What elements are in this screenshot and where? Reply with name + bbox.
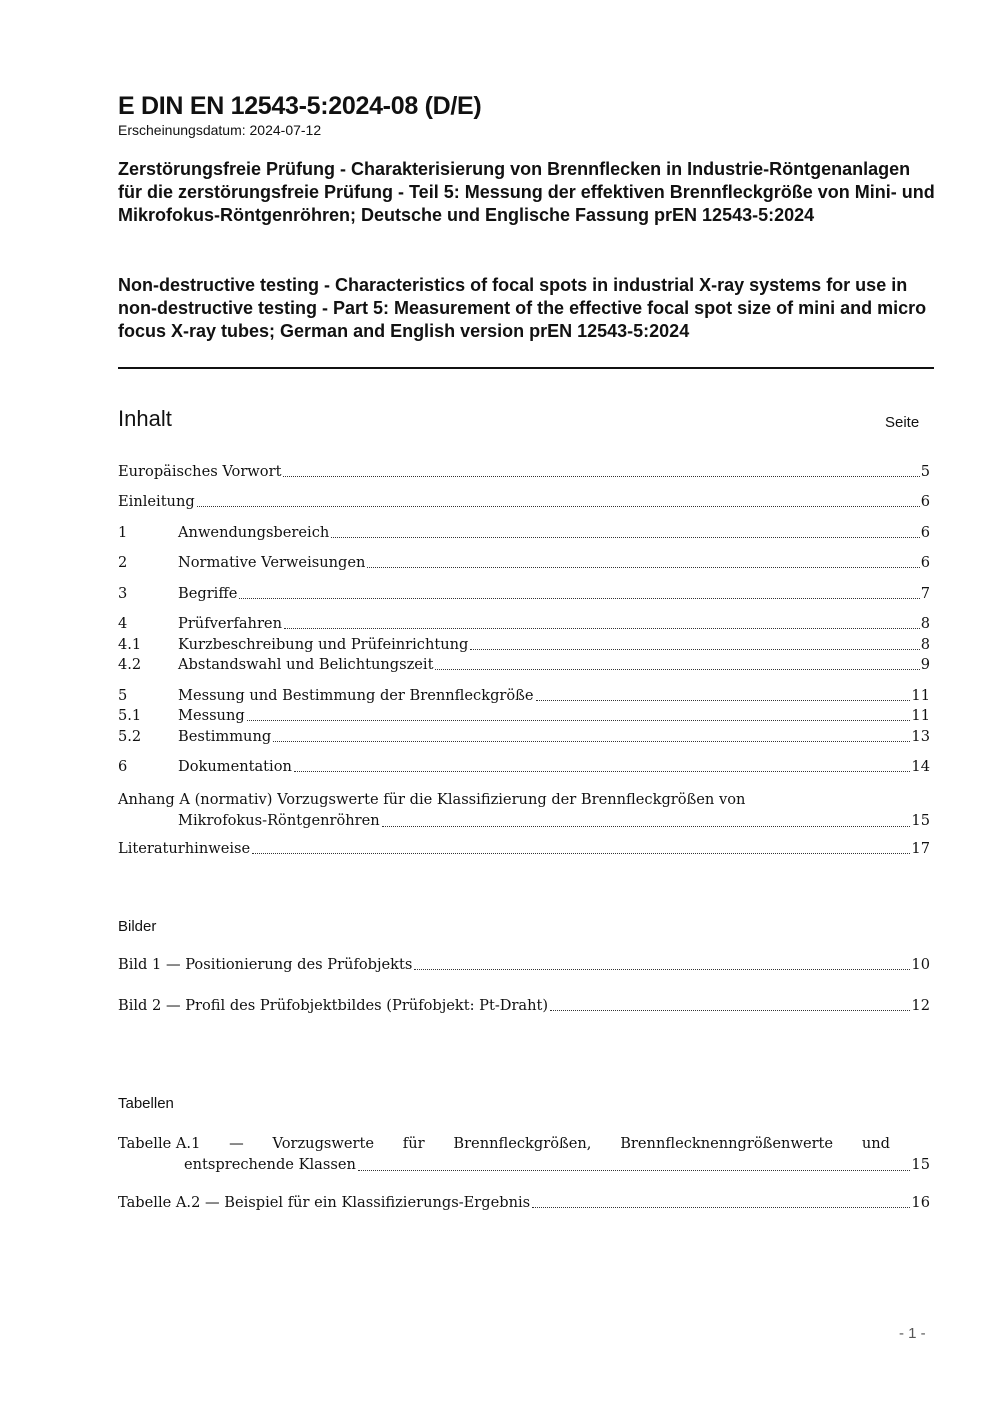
dot-leader bbox=[197, 506, 920, 507]
toc-entry-page: 8 bbox=[920, 615, 930, 632]
title-word: Brennfleckgrößen, bbox=[453, 1135, 592, 1152]
toc-entry-page: 11 bbox=[911, 687, 930, 704]
toc-entry-title: Anwendungsbereich bbox=[178, 524, 330, 541]
figure-entry-title: Bild 2 — Profil des Prüfobjektbildes (Prüfobjekt: Pt-Draht) bbox=[118, 997, 549, 1014]
toc-entry-title: Begriffe bbox=[178, 585, 238, 602]
toc-entry-page: 17 bbox=[911, 840, 930, 857]
toc-entry-page: 6 bbox=[920, 554, 930, 571]
dot-leader bbox=[284, 628, 920, 629]
title-word: Brennflecknenngrößenwerte bbox=[620, 1135, 834, 1152]
table-entry-title: Tabelle A.2 — Beispiel für ein Klassifizierungs-Ergebnis bbox=[118, 1194, 531, 1211]
toc-entry-title-continued: Mikrofokus-Röntgenröhren bbox=[178, 812, 380, 829]
table-entry-page: 16 bbox=[911, 1194, 930, 1211]
toc-entry-literatur[interactable] bbox=[118, 840, 930, 858]
title-word: — bbox=[229, 1135, 244, 1152]
toc-entry-page: 8 bbox=[920, 636, 930, 653]
toc-entry-5[interactable] bbox=[118, 687, 930, 705]
toc-entry-title: Bestimmung bbox=[178, 728, 272, 745]
toc-entry-number: 5.2 bbox=[118, 728, 142, 745]
figures-heading: Bilder bbox=[118, 918, 157, 935]
figure-entry-2[interactable] bbox=[118, 997, 930, 1015]
publication-date: Erscheinungsdatum: 2024-07-12 bbox=[118, 122, 322, 138]
dot-leader bbox=[273, 741, 910, 742]
document-id: E DIN EN 12543-5:2024-08 (D/E) bbox=[118, 92, 482, 120]
toc-entry-page: 11 bbox=[911, 707, 930, 724]
table-entry-title-continued: entsprechende Klassen bbox=[184, 1156, 356, 1173]
toc-entry-1[interactable] bbox=[118, 524, 930, 542]
table-entry-page: 15 bbox=[911, 1156, 930, 1173]
dot-leader bbox=[470, 649, 919, 650]
toc-entry-title: Dokumentation bbox=[178, 758, 292, 775]
toc-entry-number: 4 bbox=[118, 615, 128, 632]
toc-entry-title: Messung und Bestimmung der Brennfleckgröße bbox=[178, 687, 534, 704]
toc-entry-2[interactable] bbox=[118, 554, 930, 572]
title-english: Non-destructive testing - Characteristics of focal spots in industrial X-ray systems for use in non-destructive testing - Part 5: Measurement of the effective focal spot size of mini and micro focus X-ray tubes; German and English version prEN 12543-5:2024 bbox=[118, 275, 927, 341]
toc-entry-title: Messung bbox=[178, 707, 245, 724]
page-number: - 1 - bbox=[899, 1325, 926, 1342]
dot-leader bbox=[536, 700, 911, 701]
toc-entry-title: Literaturhinweise bbox=[118, 840, 251, 857]
dot-leader bbox=[414, 969, 910, 970]
dot-leader bbox=[358, 1170, 911, 1171]
toc-entry-title: Anhang A (normativ) Vorzugswerte für die Klassifizierung der Brennfleckgrößen von bbox=[118, 791, 746, 808]
tables-heading: Tabellen bbox=[118, 1095, 174, 1112]
title-word: Tabelle A.1 bbox=[118, 1135, 201, 1152]
toc-entry-page: 15 bbox=[911, 812, 930, 829]
page-column-label: Seite bbox=[885, 414, 920, 431]
figure-entry-page: 10 bbox=[911, 956, 930, 973]
dot-leader bbox=[550, 1010, 910, 1011]
toc-entry-vorwort[interactable] bbox=[118, 463, 930, 481]
toc-entry-page: 5 bbox=[920, 463, 930, 480]
toc-entry-page: 14 bbox=[911, 758, 930, 775]
table-entry-a2[interactable] bbox=[118, 1194, 930, 1212]
toc-entry-title: Einleitung bbox=[118, 493, 195, 510]
toc-entry-page: 6 bbox=[920, 524, 930, 541]
figure-entry-1[interactable] bbox=[118, 956, 930, 974]
dot-leader bbox=[294, 771, 911, 772]
title-german: Zerstörungsfreie Prüfung - Charakterisierung von Brennflecken in Industrie-Röntgenanlagen für die zerstörungsfreie Prüfung - Teil 5: Messung der effektiven Brennfleckgröße von Mini- und Mikrofokus-Röntgenröhren; Deutsche und Englische Fassung prEN 12543-5:2024 bbox=[118, 159, 935, 225]
title-word: für bbox=[402, 1135, 425, 1152]
toc-entry-title: Prüfverfahren bbox=[178, 615, 282, 632]
toc-entry-3[interactable] bbox=[118, 585, 930, 603]
toc-entry-5-1[interactable] bbox=[118, 707, 930, 725]
toc-entry-number: 5 bbox=[118, 687, 128, 704]
title-word: und bbox=[861, 1135, 890, 1152]
toc-heading: Inhalt bbox=[118, 406, 172, 431]
title-word: Vorzugswerte bbox=[272, 1135, 375, 1152]
toc-entry-page: 7 bbox=[920, 585, 930, 602]
figure-entry-title: Bild 1 — Positionierung des Prüfobjekts bbox=[118, 956, 413, 973]
toc-entry-number: 4.1 bbox=[118, 636, 142, 653]
dot-leader bbox=[382, 826, 911, 827]
toc-entry-title: Europäisches Vorwort bbox=[118, 463, 282, 480]
toc-entry-6[interactable] bbox=[118, 758, 930, 776]
dot-leader bbox=[239, 598, 919, 599]
toc-entry-page: 9 bbox=[920, 656, 930, 673]
dot-leader bbox=[435, 669, 919, 670]
toc-entry-number: 3 bbox=[118, 585, 128, 602]
toc-entry-number: 6 bbox=[118, 758, 128, 775]
toc-entry-title: Abstandswahl und Belichtungszeit bbox=[178, 656, 434, 673]
figure-entry-page: 12 bbox=[911, 997, 930, 1014]
toc-entry-title: Kurzbeschreibung und Prüfeinrichtung bbox=[178, 636, 469, 653]
dot-leader bbox=[252, 853, 910, 854]
table-entry-title bbox=[118, 1133, 890, 1154]
dot-leader bbox=[247, 720, 911, 721]
toc-entry-einleitung[interactable] bbox=[118, 493, 930, 511]
table-entry-a1[interactable] bbox=[118, 1133, 930, 1175]
toc-entry-4[interactable] bbox=[118, 615, 930, 633]
toc-entry-number: 5.1 bbox=[118, 707, 142, 724]
toc-entry-page: 6 bbox=[920, 493, 930, 510]
dot-leader bbox=[283, 476, 919, 477]
dot-leader bbox=[331, 537, 919, 538]
dot-leader bbox=[532, 1207, 910, 1208]
toc-entry-4-1[interactable] bbox=[118, 636, 930, 654]
toc-entry-5-2[interactable] bbox=[118, 728, 930, 746]
toc-entry-title: Normative Verweisungen bbox=[178, 554, 366, 571]
toc-entry-number: 1 bbox=[118, 524, 128, 541]
toc-entry-number: 4.2 bbox=[118, 656, 142, 673]
toc-entry-annex-a[interactable] bbox=[118, 789, 930, 831]
toc-entry-number: 2 bbox=[118, 554, 128, 571]
dot-leader bbox=[367, 567, 919, 568]
toc-entry-4-2[interactable] bbox=[118, 656, 930, 674]
title-divider bbox=[118, 367, 934, 369]
toc-entry-page: 13 bbox=[911, 728, 930, 745]
